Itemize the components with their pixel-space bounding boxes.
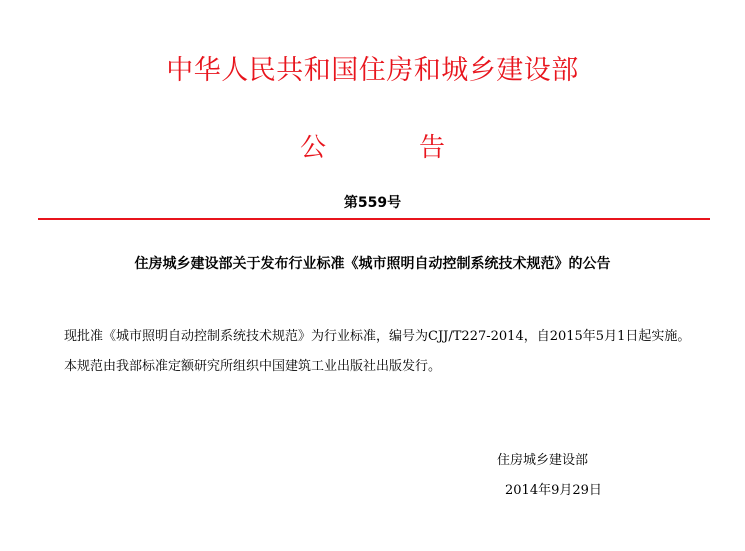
notice-number: 第559号	[343, 195, 402, 211]
body-paragraph-publisher: 本规范由我部标准定额研究所组织中国建筑工业出版社出版发行。	[64, 359, 442, 374]
body-paragraph-approval: 现批准《城市照明自动控制系统技术规范》为行业标准，编号为CJJ/T227-2014，自2015年5月1日起实施。	[64, 329, 691, 344]
notice-title-char-2: 告	[418, 133, 445, 163]
document-heading: 住房城乡建设部关于发布行业标准《城市照明自动控制系统技术规范》的公告	[134, 256, 611, 272]
notice-title-char-1: 公	[300, 133, 327, 163]
ministry-title: 中华人民共和国住房和城乡建设部	[166, 55, 579, 86]
header-divider	[38, 218, 710, 220]
signature-organization: 住房城乡建设部	[497, 453, 589, 468]
signature-date: 2014年9月29日	[505, 483, 602, 498]
notice-title	[300, 130, 445, 166]
